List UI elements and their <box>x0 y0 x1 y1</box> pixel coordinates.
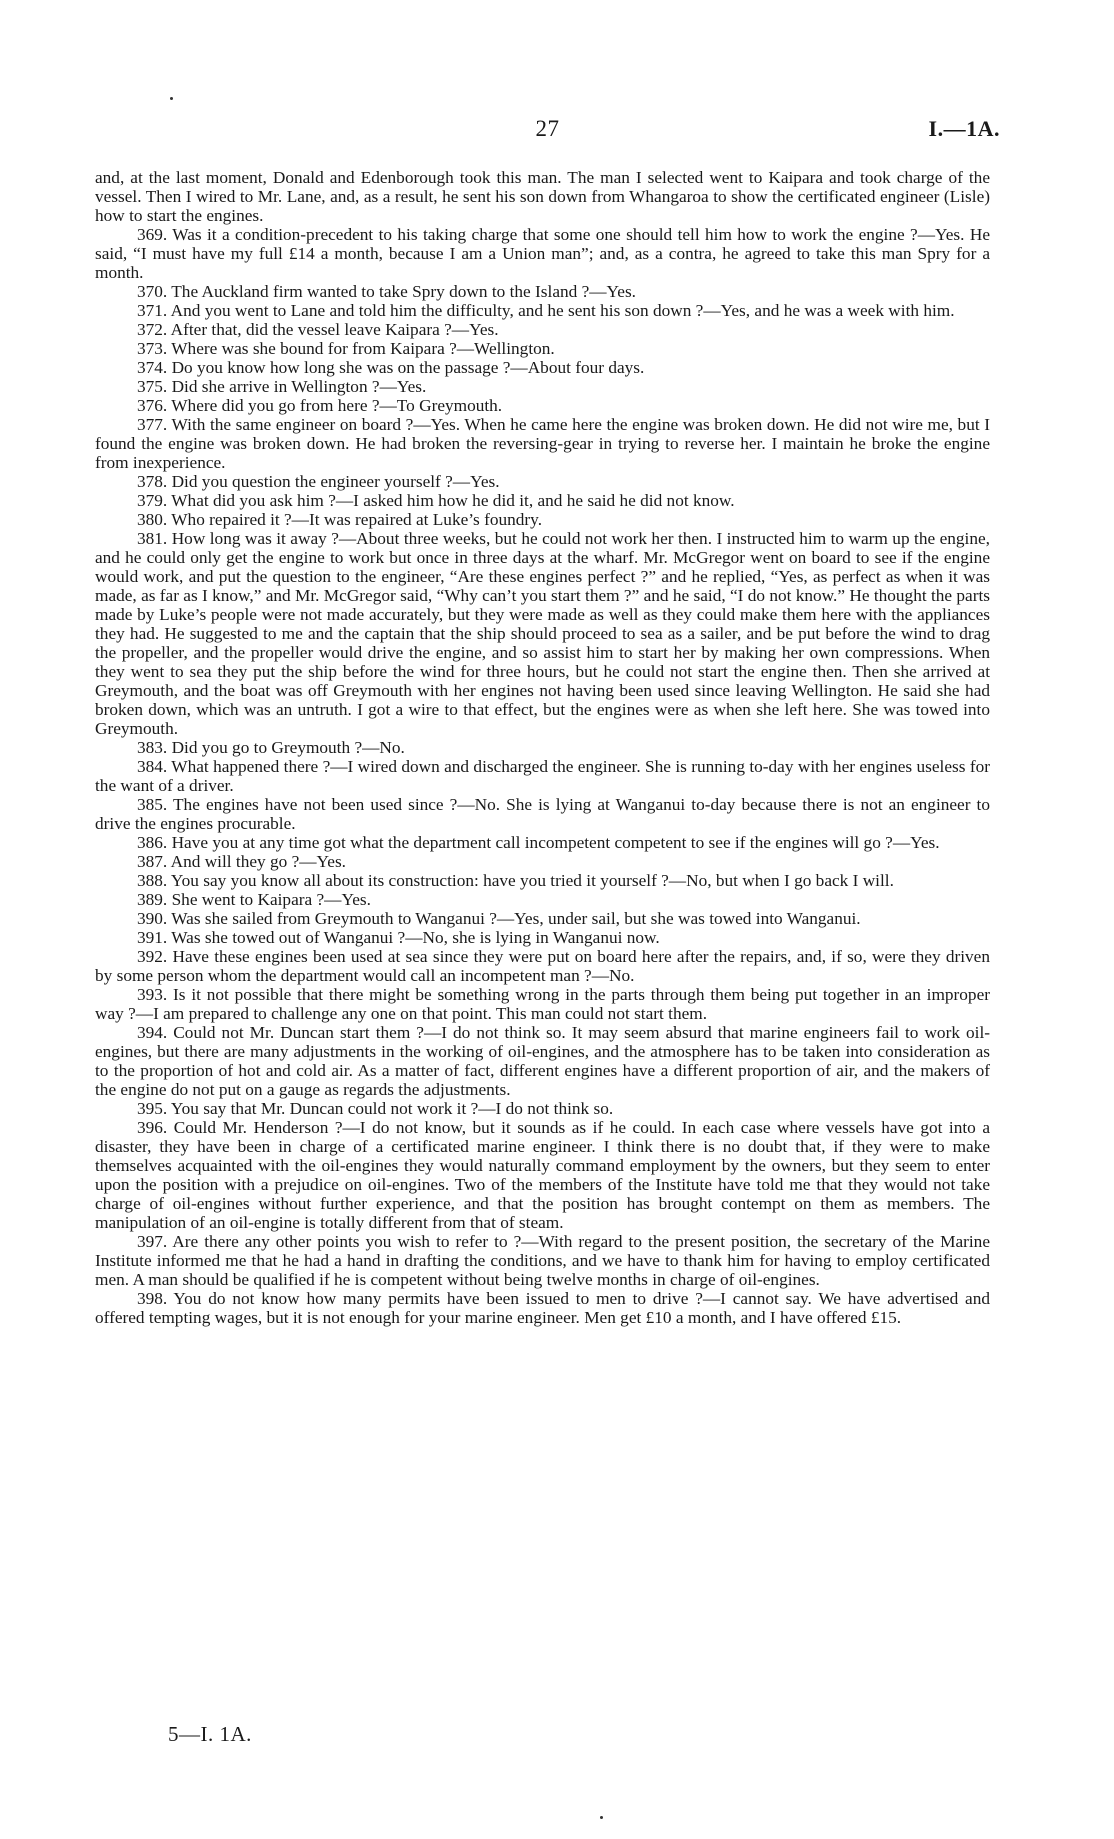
paragraph: 387. And will they go ?—Yes. <box>137 852 346 871</box>
paragraph: 369. Was it a condition-precedent to his taking charge that some one should tell him how to work the engine ?—Yes. He said, “I must have my full £14 a month, because I am a Union man”; and, as a contra, he agreed to take this man Spry for a month. <box>95 225 990 282</box>
document-reference: I.—1A. <box>928 116 1000 141</box>
paragraph: 398. You do not know how many permits have been issued to men to drive ?—I cannot say. We have advertised and offered tempting wages, but it is not enough for your marine engineer. Men get £10 a month, and I have offered £15. <box>95 1289 990 1327</box>
paragraph: 386. Have you at any time got what the department call incompetent competent to see if the engines will go ?—Yes. <box>137 833 940 852</box>
paragraph: 391. Was she towed out of Wanganui ?—No, she is lying in Wanganui now. <box>137 928 660 947</box>
paragraph: 379. What did you ask him ?—I asked him how he did it, and he said he did not know. <box>137 491 735 510</box>
paragraph: 392. Have these engines been used at sea since they were put on board here after the repairs, and, if so, were they driven by some person whom the department would call an incompetent man ?—No. <box>95 947 990 985</box>
paragraph: 376. Where did you go from here ?—To Greymouth. <box>137 396 503 415</box>
page-header <box>95 116 1000 146</box>
body-text <box>95 168 990 1327</box>
signature-mark: 5—I. 1A. <box>168 1722 252 1746</box>
paragraph: 375. Did she arrive in Wellington ?—Yes. <box>137 377 427 396</box>
paragraph: 397. Are there any other points you wish to refer to ?—With regard to the present position, the secretary of the Marine Institute informed me that he had a hand in drafting the conditions, and we have to thank him for having to employ certificated men. A man should be qualified if he is competent without being twelve months in charge of oil-engines. <box>95 1232 990 1289</box>
paragraph: 371. And you went to Lane and told him the difficulty, and he sent his son down ?—Yes, and he was a week with him. <box>137 301 955 320</box>
paragraph: 389. She went to Kaipara ?—Yes. <box>137 890 371 909</box>
paragraph: 385. The engines have not been used since ?—No. She is lying at Wanganui to-day because there is not an engineer to drive the engines procurable. <box>95 795 990 833</box>
paragraph: 378. Did you question the engineer yourself ?—Yes. <box>137 472 500 491</box>
paragraph: 395. You say that Mr. Duncan could not work it ?—I do not think so. <box>137 1099 614 1118</box>
paragraph: 394. Could not Mr. Duncan start them ?—I do not think so. It may seem absurd that marine engineers fail to work oil-engines, but there are many adjustments in the working of oil-engines, and the atmosphere has to be taken into consideration as to the proportion of hot and cold air. As a matter of fact, different engines have a different proportion of air, and the makers of the engine do not put on a gauge as regards the adjustments. <box>95 1023 990 1099</box>
print-speck <box>600 1816 603 1819</box>
paragraph: 380. Who repaired it ?—It was repaired at Luke’s foundry. <box>137 510 543 529</box>
paragraph: 390. Was she sailed from Greymouth to Wanganui ?—Yes, under sail, but she was towed into Wanganui. <box>137 909 861 928</box>
paragraph: 381. How long was it away ?—About three weeks, but he could not work her then. I instructed him to warm up the engine, and he could only get the engine to work but once in three days at the wharf. Mr. McGregor went on board to see if the engine would work, and put the question to the engineer, “Are these engines perfect ?” and he replied, “Yes, as perfect as when it was made, as far as I know,” and Mr. McGregor said, “Why can’t you start them ?” and he said, “I do not know.” He thought the parts made by Luke’s people were not made accurately, but they were made as well as they could make them here with the appliances they had. He suggested to me and the captain that the ship should proceed to sea as a sailer, and be put before the wind to drag the propeller, and the propeller would drive the engine, and so assist him to start her by making her own compressions. When they went to sea they put the ship before the wind for three hours, but he could not start the engine then. Then she arrived at Greymouth, and the boat was off Greymouth with her engines not having been used since leaving Wellington. He said she had broken down, which was an untruth. I got a wire to that effect, but the engines were as when she left here. She was towed into Greymouth. <box>95 529 990 738</box>
paragraph: 372. After that, did the vessel leave Kaipara ?—Yes. <box>137 320 499 339</box>
paragraph: 370. The Auckland firm wanted to take Spry down to the Island ?—Yes. <box>137 282 637 301</box>
paragraph: 388. You say you know all about its construction: have you tried it yourself ?—No, but when I go back I will. <box>137 871 894 890</box>
print-speck <box>170 97 173 100</box>
paragraph: 384. What happened there ?—I wired down and discharged the engineer. She is running to-day with her engines useless for the want of a driver. <box>95 757 990 795</box>
page-number: 27 <box>535 116 560 141</box>
paragraph: and, at the last moment, Donald and Edenborough took this man. The man I selected went to Kaipara and took charge of the vessel. Then I wired to Mr. Lane, and, as a result, he sent his son down from Whangaroa to show the certificated engineer (Lisle) how to start the engines. <box>95 168 990 225</box>
paragraph: 373. Where was she bound for from Kaipara ?—Wellington. <box>137 339 555 358</box>
paragraph: 383. Did you go to Greymouth ?—No. <box>137 738 405 757</box>
paragraph: 396. Could Mr. Henderson ?—I do not know, but it sounds as if he could. In each case where vessels have got into a disaster, they have been in charge of a certificated marine engineer. I think there is no doubt that, if they were to make themselves acquainted with the oil-engines they would naturally command employment by the owners, but they seem to enter upon the position with a prejudice on oil-engines. Two of the members of the Institute have told me that they would not take charge of oil-engines without further experience, and that the position has brought contempt on them as members. The manipulation of an oil-engine is totally different from that of steam. <box>95 1118 990 1232</box>
paragraph: 393. Is it not possible that there might be something wrong in the parts through them being put together in an improper way ?—I am prepared to challenge any one on that point. This man could not start them. <box>95 985 990 1023</box>
paragraph: 374. Do you know how long she was on the passage ?—About four days. <box>137 358 645 377</box>
paragraph: 377. With the same engineer on board ?—Yes. When he came here the engine was broken down. He did not wire me, but I found the engine was broken down. He had broken the reversing-gear in trying to reverse her. I maintain he broke the engine from inexperience. <box>95 415 990 472</box>
